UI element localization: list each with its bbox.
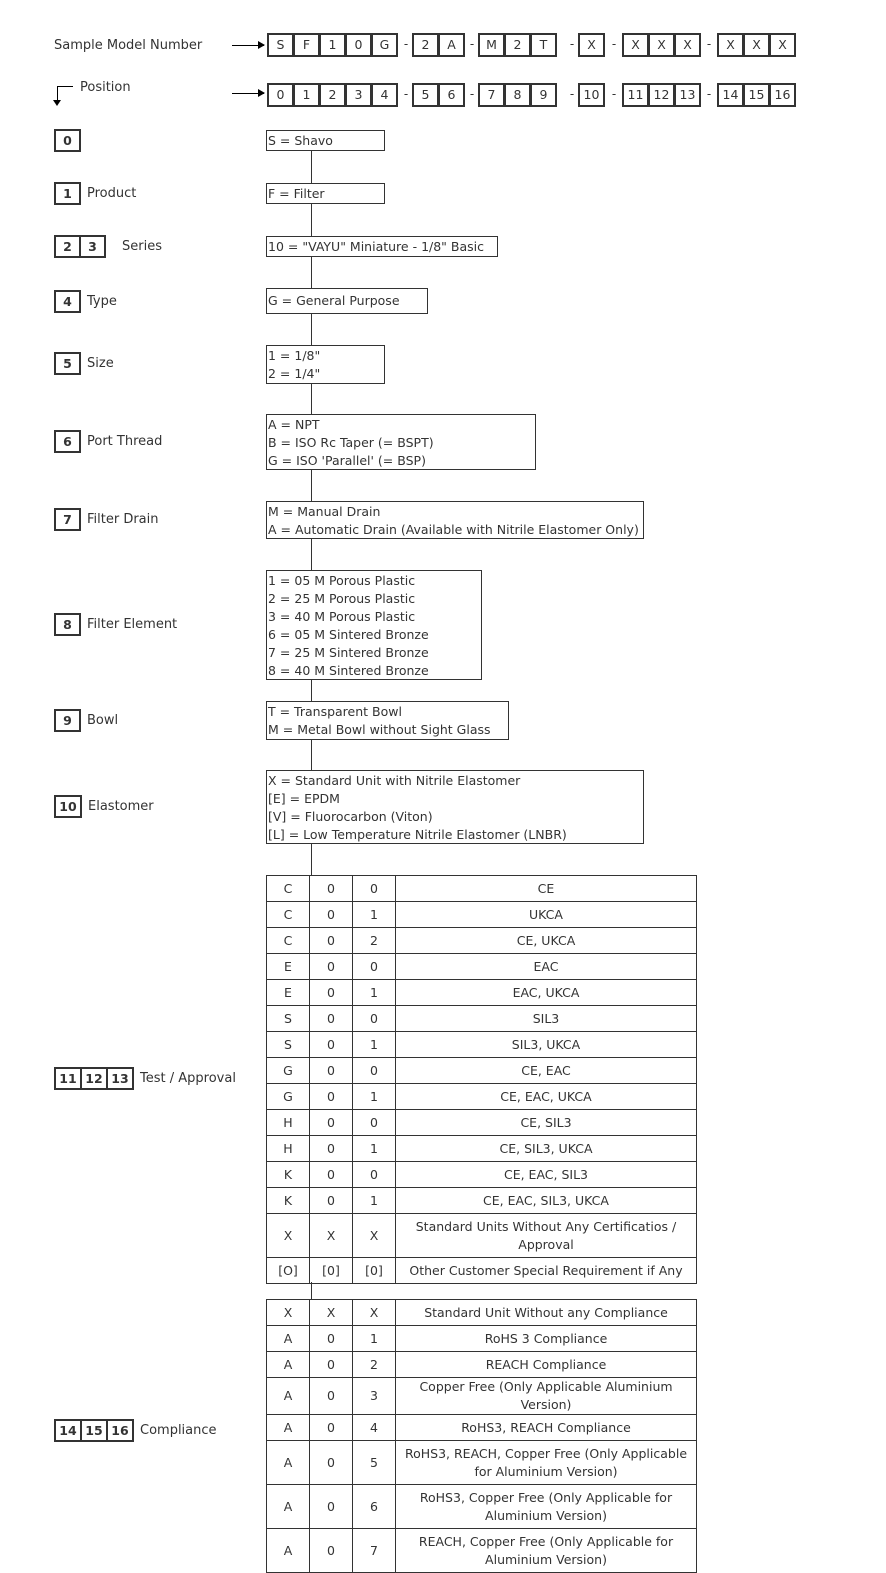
field-number-box: 9 bbox=[54, 709, 81, 732]
description-cell: REACH Compliance bbox=[396, 1352, 697, 1378]
model-separator: - bbox=[611, 37, 617, 51]
description-cell: CE bbox=[396, 876, 697, 902]
description-cell: CE, UKCA bbox=[396, 928, 697, 954]
position-separator: - bbox=[569, 87, 575, 101]
position-char: 8 bbox=[504, 83, 531, 107]
model-char: 0 bbox=[345, 33, 372, 57]
code-cell: G bbox=[267, 1084, 310, 1110]
connector-line bbox=[311, 313, 312, 345]
connector-line bbox=[311, 538, 312, 570]
model-char: X bbox=[717, 33, 744, 57]
code-cell: 0 bbox=[353, 954, 396, 980]
model-char: 2 bbox=[504, 33, 531, 57]
option-box-port-thread: A = NPT B = ISO Rc Taper (= BSPT) G = ISO 'Parallel' (= BSP) bbox=[266, 414, 536, 470]
code-cell: 0 bbox=[310, 1529, 353, 1573]
description-cell: EAC, UKCA bbox=[396, 980, 697, 1006]
code-cell: S bbox=[267, 1032, 310, 1058]
table-row bbox=[267, 1136, 697, 1162]
connector-line bbox=[311, 679, 312, 701]
field-number-box: 5 bbox=[54, 352, 81, 375]
field-number-box: 11 bbox=[54, 1067, 82, 1090]
table-row bbox=[267, 954, 697, 980]
model-char: G bbox=[371, 33, 398, 57]
connector-line bbox=[311, 1282, 312, 1299]
description-cell: CE, EAC, SIL3, UKCA bbox=[396, 1188, 697, 1214]
connector-line bbox=[311, 203, 312, 236]
table-row bbox=[267, 1378, 697, 1415]
sample-arrow bbox=[232, 45, 264, 46]
model-char: T bbox=[530, 33, 557, 57]
field-label: Elastomer bbox=[88, 799, 154, 814]
table-row bbox=[267, 902, 697, 928]
position-char: 5 bbox=[412, 83, 439, 107]
field-label: Series bbox=[122, 239, 162, 254]
code-cell: 0 bbox=[310, 1415, 353, 1441]
table-row bbox=[267, 1006, 697, 1032]
code-cell: 1 bbox=[353, 902, 396, 928]
table-row bbox=[267, 876, 697, 902]
position-char: 10 bbox=[578, 83, 605, 107]
connector-line bbox=[311, 383, 312, 414]
model-separator: - bbox=[569, 37, 575, 51]
position-char: 16 bbox=[769, 83, 796, 107]
compliance-table bbox=[266, 1299, 697, 1573]
table-row bbox=[267, 1415, 697, 1441]
table-row bbox=[267, 1162, 697, 1188]
code-cell: 0 bbox=[310, 1058, 353, 1084]
code-cell: A bbox=[267, 1529, 310, 1573]
table-row bbox=[267, 1300, 697, 1326]
option-box-shavo: S = Shavo bbox=[266, 130, 385, 151]
code-cell: 0 bbox=[310, 1441, 353, 1485]
code-cell: [0] bbox=[310, 1258, 353, 1284]
model-separator: - bbox=[706, 37, 712, 51]
connector-line bbox=[311, 150, 312, 183]
position-char: 11 bbox=[622, 83, 649, 107]
field-label: Filter Element bbox=[87, 617, 178, 632]
position-separator: - bbox=[469, 87, 475, 101]
code-cell: 6 bbox=[353, 1485, 396, 1529]
description-cell: CE, EAC, SIL3 bbox=[396, 1162, 697, 1188]
position-corner-line-h bbox=[57, 86, 73, 87]
code-cell: A bbox=[267, 1485, 310, 1529]
field-number-box: 0 bbox=[54, 129, 81, 152]
field-number-box: 15 bbox=[80, 1419, 108, 1442]
model-char: X bbox=[743, 33, 770, 57]
code-cell: 0 bbox=[310, 1162, 353, 1188]
position-separator: - bbox=[403, 87, 409, 101]
code-cell: C bbox=[267, 876, 310, 902]
table-row bbox=[267, 1058, 697, 1084]
description-cell: Other Customer Special Requirement if Any bbox=[396, 1258, 697, 1284]
code-cell: 0 bbox=[353, 1162, 396, 1188]
connector-line bbox=[311, 843, 312, 875]
model-char: X bbox=[648, 33, 675, 57]
table-row bbox=[267, 1326, 697, 1352]
option-box-series: 10 = "VAYU" Miniature - 1/8" Basic bbox=[266, 236, 498, 257]
code-cell: 0 bbox=[310, 1485, 353, 1529]
field-number-box: 10 bbox=[54, 795, 82, 818]
description-cell: Copper Free (Only Applicable Aluminium Version) bbox=[396, 1378, 697, 1415]
model-char: X bbox=[578, 33, 605, 57]
description-cell: SIL3, UKCA bbox=[396, 1032, 697, 1058]
position-arrow bbox=[232, 93, 264, 94]
code-cell: E bbox=[267, 954, 310, 980]
code-cell: K bbox=[267, 1188, 310, 1214]
code-cell: A bbox=[267, 1352, 310, 1378]
table-row bbox=[267, 1441, 697, 1485]
table-row bbox=[267, 1084, 697, 1110]
code-cell: 0 bbox=[310, 1352, 353, 1378]
table-row bbox=[267, 1188, 697, 1214]
code-cell: 0 bbox=[310, 1326, 353, 1352]
code-cell: 2 bbox=[353, 928, 396, 954]
model-char: F bbox=[293, 33, 320, 57]
code-cell: S bbox=[267, 1006, 310, 1032]
field-number-box: 4 bbox=[54, 290, 81, 313]
code-cell: C bbox=[267, 928, 310, 954]
field-number-box: 1 bbox=[54, 182, 81, 205]
code-cell: [O] bbox=[267, 1258, 310, 1284]
description-cell: Standard Units Without Any Certificatios / Approval bbox=[396, 1214, 697, 1258]
code-cell: 0 bbox=[310, 928, 353, 954]
table-row bbox=[267, 980, 697, 1006]
code-cell: E bbox=[267, 980, 310, 1006]
position-label: Position bbox=[80, 80, 131, 95]
table-row bbox=[267, 1485, 697, 1529]
position-char: 0 bbox=[267, 83, 294, 107]
code-cell: K bbox=[267, 1162, 310, 1188]
position-char: 3 bbox=[345, 83, 372, 107]
model-separator: - bbox=[469, 37, 475, 51]
down-arrow-icon bbox=[53, 100, 61, 106]
code-cell: C bbox=[267, 902, 310, 928]
code-cell: A bbox=[267, 1415, 310, 1441]
description-cell: CE, EAC, UKCA bbox=[396, 1084, 697, 1110]
model-char: X bbox=[674, 33, 701, 57]
field-number-box: 16 bbox=[106, 1419, 134, 1442]
code-cell: 0 bbox=[353, 1110, 396, 1136]
sample-model-label: Sample Model Number bbox=[54, 38, 203, 53]
code-cell: H bbox=[267, 1136, 310, 1162]
field-label: Compliance bbox=[140, 1423, 217, 1438]
model-char: A bbox=[438, 33, 465, 57]
option-box-elastomer: X = Standard Unit with Nitrile Elastomer [E] = EPDM [V] = Fluorocarbon (Viton) [L] = Low Temperature Nitrile Elastomer (LNBR) bbox=[266, 770, 644, 844]
code-cell: 0 bbox=[310, 1110, 353, 1136]
field-number-box: 12 bbox=[80, 1067, 108, 1090]
field-label: Filter Drain bbox=[87, 512, 159, 527]
code-cell: H bbox=[267, 1110, 310, 1136]
position-char: 12 bbox=[648, 83, 675, 107]
description-cell: UKCA bbox=[396, 902, 697, 928]
position-char: 14 bbox=[717, 83, 744, 107]
position-char: 4 bbox=[371, 83, 398, 107]
option-box-bowl: T = Transparent Bowl M = Metal Bowl without Sight Glass bbox=[266, 701, 509, 740]
code-cell: X bbox=[310, 1300, 353, 1326]
code-cell: G bbox=[267, 1058, 310, 1084]
option-box-product: F = Filter bbox=[266, 183, 385, 204]
model-char: S bbox=[267, 33, 294, 57]
code-cell: 1 bbox=[353, 1188, 396, 1214]
table-row bbox=[267, 1032, 697, 1058]
table-row bbox=[267, 1110, 697, 1136]
position-char: 2 bbox=[319, 83, 346, 107]
table-row bbox=[267, 1214, 697, 1258]
code-cell: [0] bbox=[353, 1258, 396, 1284]
position-char: 6 bbox=[438, 83, 465, 107]
code-cell: 3 bbox=[353, 1378, 396, 1415]
description-cell: CE, SIL3, UKCA bbox=[396, 1136, 697, 1162]
connector-line bbox=[311, 256, 312, 288]
model-char: 1 bbox=[319, 33, 346, 57]
position-char: 1 bbox=[293, 83, 320, 107]
option-box-filter-element: 1 = 05 M Porous Plastic 2 = 25 M Porous Plastic 3 = 40 M Porous Plastic 6 = 05 M Sintered Bronze 7 = 25 M Sintered Bronze 8 = 40 M Sintered Bronze bbox=[266, 570, 482, 680]
description-cell: Standard Unit Without any Compliance bbox=[396, 1300, 697, 1326]
code-cell: 0 bbox=[310, 876, 353, 902]
table-row bbox=[267, 928, 697, 954]
model-separator: - bbox=[403, 37, 409, 51]
model-char: M bbox=[478, 33, 505, 57]
code-cell: 2 bbox=[353, 1352, 396, 1378]
field-number-box: 8 bbox=[54, 613, 81, 636]
option-box-filter-drain: M = Manual Drain A = Automatic Drain (Available with Nitrile Elastomer Only) bbox=[266, 501, 644, 539]
code-cell: 0 bbox=[353, 1006, 396, 1032]
field-number-box: 6 bbox=[54, 430, 81, 453]
code-cell: 0 bbox=[310, 1378, 353, 1415]
approval-table bbox=[266, 875, 697, 1284]
code-cell: A bbox=[267, 1378, 310, 1415]
table-row bbox=[267, 1529, 697, 1573]
connector-line bbox=[311, 739, 312, 770]
field-number-box: 3 bbox=[79, 235, 106, 258]
option-box-size: 1 = 1/8" 2 = 1/4" bbox=[266, 345, 385, 384]
description-cell: RoHS3, Copper Free (Only Applicable for Aluminium Version) bbox=[396, 1485, 697, 1529]
code-cell: 0 bbox=[353, 876, 396, 902]
field-number-box: 2 bbox=[54, 235, 81, 258]
code-cell: 1 bbox=[353, 1084, 396, 1110]
code-cell: 0 bbox=[310, 902, 353, 928]
field-label: Bowl bbox=[87, 713, 119, 728]
description-cell: REACH, Copper Free (Only Applicable for Aluminium Version) bbox=[396, 1529, 697, 1573]
code-cell: X bbox=[267, 1300, 310, 1326]
model-char: X bbox=[622, 33, 649, 57]
field-number-box: 13 bbox=[106, 1067, 134, 1090]
model-char: X bbox=[769, 33, 796, 57]
code-cell: X bbox=[310, 1214, 353, 1258]
description-cell: CE, SIL3 bbox=[396, 1110, 697, 1136]
position-char: 7 bbox=[478, 83, 505, 107]
table-row bbox=[267, 1352, 697, 1378]
position-char: 13 bbox=[674, 83, 701, 107]
position-char: 9 bbox=[530, 83, 557, 107]
code-cell: 4 bbox=[353, 1415, 396, 1441]
table-row bbox=[267, 1258, 697, 1284]
field-label: Type bbox=[87, 294, 117, 309]
field-label: Size bbox=[87, 356, 114, 371]
field-label: Test / Approval bbox=[140, 1071, 236, 1086]
description-cell: RoHS3, REACH, Copper Free (Only Applicable for Aluminium Version) bbox=[396, 1441, 697, 1485]
code-cell: 1 bbox=[353, 1136, 396, 1162]
code-cell: A bbox=[267, 1441, 310, 1485]
code-cell: X bbox=[353, 1214, 396, 1258]
code-cell: 0 bbox=[310, 1188, 353, 1214]
code-cell: 0 bbox=[310, 980, 353, 1006]
description-cell: RoHS 3 Compliance bbox=[396, 1326, 697, 1352]
description-cell: RoHS3, REACH Compliance bbox=[396, 1415, 697, 1441]
connector-line bbox=[311, 469, 312, 501]
position-char: 15 bbox=[743, 83, 770, 107]
model-char: 2 bbox=[412, 33, 439, 57]
code-cell: 7 bbox=[353, 1529, 396, 1573]
position-separator: - bbox=[611, 87, 617, 101]
field-label: Port Thread bbox=[87, 434, 163, 449]
option-box-type: G = General Purpose bbox=[266, 288, 428, 314]
code-cell: X bbox=[267, 1214, 310, 1258]
code-cell: 0 bbox=[310, 1006, 353, 1032]
code-cell: 0 bbox=[310, 1084, 353, 1110]
description-cell: EAC bbox=[396, 954, 697, 980]
description-cell: SIL3 bbox=[396, 1006, 697, 1032]
code-cell: A bbox=[267, 1326, 310, 1352]
description-cell: CE, EAC bbox=[396, 1058, 697, 1084]
code-cell: 0 bbox=[353, 1058, 396, 1084]
code-cell: 5 bbox=[353, 1441, 396, 1485]
code-cell: X bbox=[353, 1300, 396, 1326]
position-separator: - bbox=[706, 87, 712, 101]
field-number-box: 7 bbox=[54, 508, 81, 531]
field-label: Product bbox=[87, 186, 137, 201]
code-cell: 1 bbox=[353, 1326, 396, 1352]
code-cell: 1 bbox=[353, 1032, 396, 1058]
code-cell: 1 bbox=[353, 980, 396, 1006]
code-cell: 0 bbox=[310, 1032, 353, 1058]
code-cell: 0 bbox=[310, 1136, 353, 1162]
code-cell: 0 bbox=[310, 954, 353, 980]
field-number-box: 14 bbox=[54, 1419, 82, 1442]
